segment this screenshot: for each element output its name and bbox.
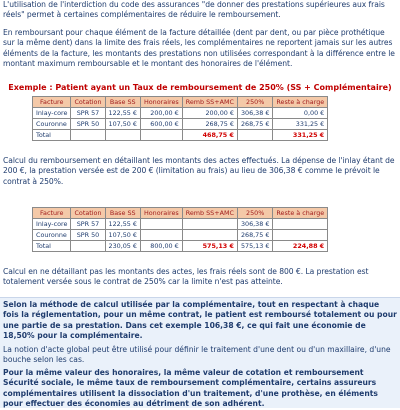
table-row	[33, 119, 328, 130]
table-cell	[273, 219, 328, 230]
header-250: 250%	[237, 97, 272, 108]
table-total-row	[33, 130, 328, 141]
table-cell: Couronne	[33, 230, 71, 241]
table-header-row	[33, 97, 328, 108]
table-cell: Inlay-core	[33, 108, 71, 119]
table-cell	[140, 130, 182, 141]
header-honoraires: Honoraires	[140, 208, 182, 219]
table-cell: 268,75 €	[237, 230, 272, 241]
total-reste: 224,88 €	[273, 241, 328, 252]
table-cell: 200,00 €	[140, 108, 182, 119]
global-calculation-table	[32, 207, 328, 252]
header-facture: Facture	[33, 208, 71, 219]
header-base-ss: Base SS	[105, 208, 140, 219]
summary-note-paragraph: La notion d'acte global peut être utilisé pour définir le traitement d'une dent ou d'un maxillaire, d'une bouche selon les cas.	[3, 345, 391, 365]
table-total-row	[33, 241, 328, 252]
total-remb: 575,13 €	[182, 241, 237, 252]
table-cell	[71, 241, 105, 252]
header-remb: Remb SS+AMC	[182, 97, 237, 108]
table-cell	[140, 230, 182, 241]
table-cell: SPR 50	[71, 230, 105, 241]
table-cell: 268,75 €	[182, 119, 237, 130]
table-cell: 122,55 €	[105, 219, 140, 230]
table-cell: SPR 50	[71, 119, 105, 130]
table-cell	[273, 230, 328, 241]
table-cell	[237, 130, 272, 141]
table-row	[33, 219, 328, 230]
table-row	[33, 108, 328, 119]
table-cell: 331,25 €	[273, 119, 328, 130]
header-honoraires: Honoraires	[140, 97, 182, 108]
table-header-row	[33, 208, 328, 219]
total-honoraires: 800,00 €	[140, 241, 182, 252]
table-cell: SPR 57	[71, 219, 105, 230]
total-remb: 468,75 €	[182, 130, 237, 141]
total-reste: 331,25 €	[273, 130, 328, 141]
header-base-ss: Base SS	[105, 97, 140, 108]
total-250: 575,13 €	[237, 241, 272, 252]
detailed-calculation-table	[32, 96, 328, 141]
table-cell: 600,00 €	[140, 119, 182, 130]
header-reste: Reste à charge	[273, 208, 328, 219]
table-cell	[182, 230, 237, 241]
summary-box	[0, 297, 400, 408]
global-calc-paragraph: Calcul en ne détaillant pas les montants des actes, les frais réels sont de 800 €. La prestation est totalement versée sous le contrat de 250% car la limite n'est pas atteinte.	[3, 267, 369, 287]
table-cell: 306,38 €	[237, 108, 272, 119]
header-remb: Remb SS+AMC	[182, 208, 237, 219]
example-title: Exemple : Patient ayant un Taux de remboursement de 250% (SS + Complémentaire)	[8, 83, 392, 92]
header-250: 250%	[237, 208, 272, 219]
table-cell: Inlay-core	[33, 219, 71, 230]
table-cell	[182, 219, 237, 230]
header-cotation: Cotation	[71, 208, 105, 219]
table-cell	[140, 219, 182, 230]
summary-bold-paragraph: Selon la méthode de calcul utilisée par la complémentaire, tout en respectant à chaque fois la réglementation, pour un même contrat, le patient est remboursé totalement ou pour une partie de sa prestation. Dans cet exemple 106,38 €, ce qui fait une économie de 18,50% pour la complémentaire.	[3, 300, 397, 341]
detailed-calc-paragraph: Calcul du remboursement en détaillant les montants des actes effectués. La dépense de l'inlay étant de 200 €, la prestation versée est de 200 € (limitation au frais) au lieu de 306,38 € comme le prévoit le contrat à 250%.	[3, 156, 395, 186]
table-cell: 107,50 €	[105, 119, 140, 130]
table-cell: 268,75 €	[237, 119, 272, 130]
intro-paragraph: L'utilisation de l'interdiction du code des assurances "de donner des prestations supérieures aux frais réels" permet à certaines complémentaires de réduire le remboursement.	[3, 0, 385, 20]
explanation-paragraph: En remboursant pour chaque élément de la facture détaillée (dent par dent, ou par pièce prothétique sur la même dent) dans la limite des frais réels, les complémentaires ne reportent jamais sur les autres éléments de la facture, les montants des prestations non utilisées correspondant à la différence entre le montant maximum remboursable et le montant des honoraires de l'élément.	[3, 28, 395, 69]
table-cell: 306,38 €	[237, 219, 272, 230]
table-cell: 107,50 €	[105, 230, 140, 241]
total-base-ss: 230,05 €	[105, 241, 140, 252]
table-cell: 122,55 €	[105, 108, 140, 119]
table-cell: SPR 57	[71, 108, 105, 119]
table-cell: 200,00 €	[182, 108, 237, 119]
header-cotation: Cotation	[71, 97, 105, 108]
table-cell	[71, 130, 105, 141]
summary-conclusion-paragraph: Pour la même valeur des honoraires, la même valeur de cotation et remboursement Sécurité sociale, le même taux de remboursement complémentaire, certains assureurs complémentaires utilisent la dissociation d'un traitement, d'une prothèse, en éléments pour effectuer des économies au détriment de son adhérent.	[3, 368, 378, 409]
table-cell: Couronne	[33, 119, 71, 130]
table-cell	[105, 130, 140, 141]
table-cell: 0,00 €	[273, 108, 328, 119]
total-label: Total	[33, 241, 71, 252]
header-facture: Facture	[33, 97, 71, 108]
header-reste: Reste à charge	[273, 97, 328, 108]
total-label: Total	[33, 130, 71, 141]
table-row	[33, 230, 328, 241]
